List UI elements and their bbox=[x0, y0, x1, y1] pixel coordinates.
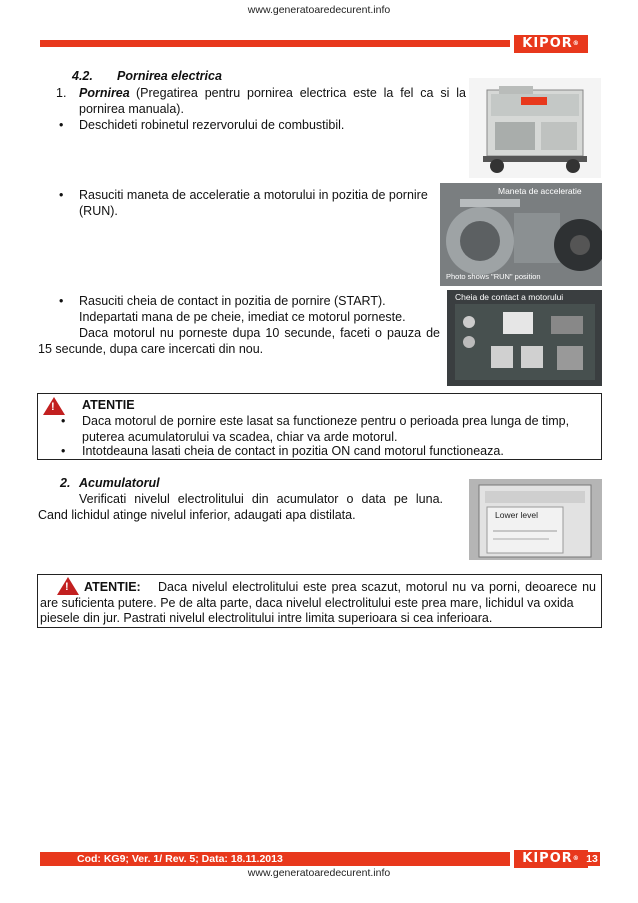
battery-title: Acumulatorul bbox=[79, 476, 160, 490]
bullet3-text-d: 15 secunde, dupa care incercati din nou. bbox=[38, 342, 264, 356]
bullet3-text-b: Indepartati mana de pe cheie, imediat ce motorul porneste. bbox=[79, 310, 406, 324]
bullet3-text-c: Daca motorul nu porneste dupa 10 secunde, faceti o pauza de bbox=[79, 326, 440, 340]
battery-line1: Verificati nivelul electrolitului din acumulator o data pe luna. bbox=[79, 492, 443, 506]
bullet2-text-a: Rasuciti maneta de acceleratie a motorului in pozitia de pornire bbox=[79, 188, 428, 202]
warning-icon bbox=[57, 577, 79, 595]
bullet-dot: • bbox=[61, 444, 66, 458]
battery-photo bbox=[469, 479, 602, 560]
footer-site: www.generatoaredecurent.info bbox=[247, 867, 391, 879]
section-number: 4.2. bbox=[72, 69, 93, 83]
item1-text-b: pornirea manuala). bbox=[79, 102, 184, 116]
warning1-line2: puterea acumulatorului va scadea, chiar va arde motorul. bbox=[82, 430, 398, 444]
battery-number: 2. bbox=[60, 476, 71, 490]
bullet-dot: • bbox=[59, 188, 64, 202]
control-panel-photo bbox=[447, 290, 602, 386]
item1-text-a: (Pregatirea pentru pornirea electrica este la fel ca si la bbox=[136, 86, 466, 100]
bullet2-text-b: (RUN). bbox=[79, 204, 118, 218]
battery-level-label: Lower level bbox=[495, 510, 538, 520]
warning-icon bbox=[43, 397, 65, 415]
item1-title: Pornirea bbox=[79, 86, 130, 100]
page-number: 13 bbox=[584, 852, 600, 866]
throttle-photo bbox=[440, 183, 602, 286]
footer-code: Cod: KG9; Ver. 1/ Rev. 5; Data: 18.11.2013 bbox=[77, 853, 283, 865]
warning2-title: ATENTIE: bbox=[84, 580, 141, 594]
bullet-dot: • bbox=[59, 118, 64, 132]
bullet-dot: • bbox=[61, 414, 66, 428]
footer-red-bar bbox=[40, 852, 510, 866]
warning2-line1: Daca nivelul electrolitului este prea scazut, motorul nu va porni, deoarece nu bbox=[158, 580, 596, 594]
key-caption: Cheia de contact a motorului bbox=[455, 292, 564, 302]
bullet-dot: • bbox=[59, 294, 64, 308]
bullet3-text-a: Rasuciti cheia de contact in pozitia de pornire (START). bbox=[79, 294, 386, 308]
warning1-line3: Intotdeauna lasati cheia de contact in pozitia ON cand motorul functioneaza. bbox=[82, 444, 504, 458]
warning2-line3: piesele din jur. Pastrati nivelul electrolitului intre limita superioara si cea inferioara. bbox=[40, 611, 493, 625]
battery-line2: Cand lichidul atinge nivelul inferior, adaugati apa distilata. bbox=[38, 508, 356, 522]
header-site: www.generatoaredecurent.info bbox=[247, 4, 391, 16]
item1-number: 1. bbox=[56, 86, 67, 100]
section-title: Pornirea electrica bbox=[117, 69, 222, 83]
warning2-line2: are suficienta putere. Pe de alta parte, daca nivelul electrolitului este prea mare, lichidul va oxida bbox=[40, 596, 574, 610]
bullet1-text: Deschideti robinetul rezervorului de combustibil. bbox=[79, 118, 345, 132]
generator-photo bbox=[469, 78, 601, 178]
header-logo: KIPOR® bbox=[514, 35, 588, 53]
warning1-line1: Daca motorul de pornire este lasat sa functioneze pentru o perioada prea lunga de timp, bbox=[82, 414, 570, 428]
warning1-title: ATENTIE bbox=[82, 398, 135, 412]
header-red-bar bbox=[40, 40, 510, 47]
throttle-subcaption: Photo shows "RUN" position bbox=[446, 272, 541, 281]
footer-logo: KIPOR® bbox=[514, 850, 588, 868]
throttle-caption: Maneta de acceleratie bbox=[498, 186, 582, 196]
